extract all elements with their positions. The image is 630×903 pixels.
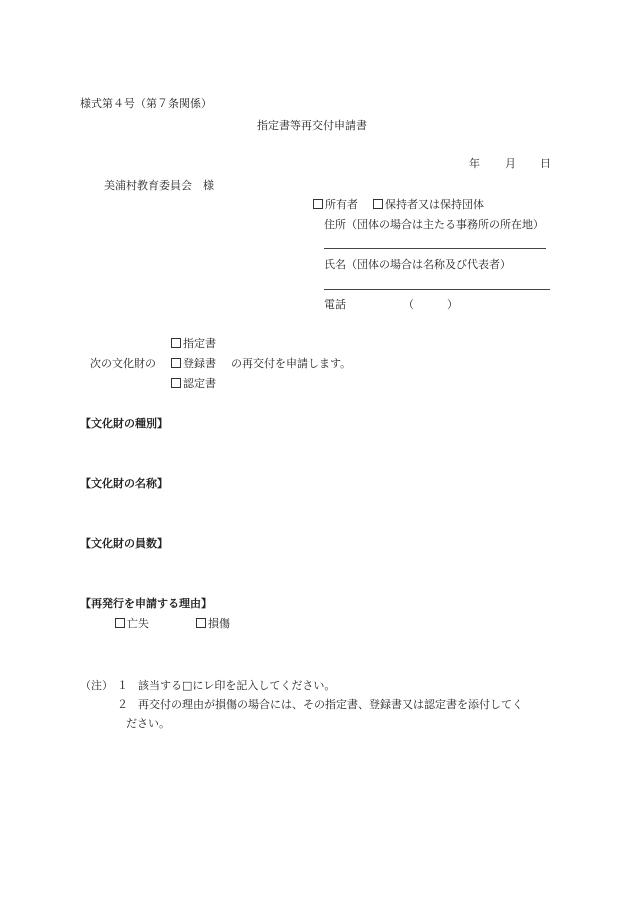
applicant-type-row [313,199,484,210]
section-type-heading: 【文化財の種別】 [80,417,168,430]
reason-lost-option [115,618,149,629]
request-option-label: 登録書 [183,357,216,370]
holder-checkbox[interactable] [373,199,383,209]
recognition-certificate-checkbox[interactable] [171,378,181,388]
reason-damaged-option [196,618,230,629]
lost-checkbox[interactable] [115,618,125,628]
note-1-text: 該当する□にレ印を記入してください。 [138,679,336,692]
damaged-checkbox[interactable] [196,618,206,628]
name-underline[interactable] [324,289,550,290]
phone-parens: （ ） [403,298,458,311]
request-suffix: の再交付を申請します。 [231,357,352,370]
address-underline[interactable] [324,248,546,249]
request-option-3 [171,378,216,389]
document-title: 指定書等再交付申請書 [257,119,367,132]
note-2-text-line1: 再交付の理由が損傷の場合には、その指定書、登録書又は認定書を添付してく [138,698,523,711]
holder-option-label: 保持者又は保持団体 [385,198,484,211]
date-day: 日 [540,157,551,170]
request-option-label: 認定書 [183,377,216,390]
request-option-label: 指定書 [183,337,216,350]
form-number: 様式第４号（第７条関係） [80,97,212,110]
owner-option-label: 所有者 [325,198,358,211]
addressee: 美浦村教育委員会 様 [104,179,214,192]
reason-lost-label: 亡失 [127,617,149,630]
request-prefix: 次の文化財の [90,357,156,370]
date-year: 年 [469,157,480,170]
name-label: 氏名（団体の場合は名称及び代表者） [324,258,511,271]
owner-checkbox[interactable] [313,199,323,209]
note-2-number: ２ [117,698,128,711]
section-name-heading: 【文化財の名称】 [80,477,168,490]
registration-certificate-checkbox[interactable] [171,358,181,368]
reason-damaged-label: 損傷 [208,617,230,630]
request-option-2 [171,358,216,369]
date-month: 月 [505,157,516,170]
section-reason-heading: 【再発行を申請する理由】 [80,597,212,610]
phone-label: 電話 [324,298,346,311]
note-2-text-line2: ださい。 [126,717,170,730]
designation-certificate-checkbox[interactable] [171,338,181,348]
notes-label: （注） [80,679,113,692]
address-label: 住所（団体の場合は主たる事務所の所在地） [324,218,544,231]
request-option-1 [171,338,216,349]
note-1-number: １ [117,679,128,692]
section-count-heading: 【文化財の員数】 [80,537,168,550]
